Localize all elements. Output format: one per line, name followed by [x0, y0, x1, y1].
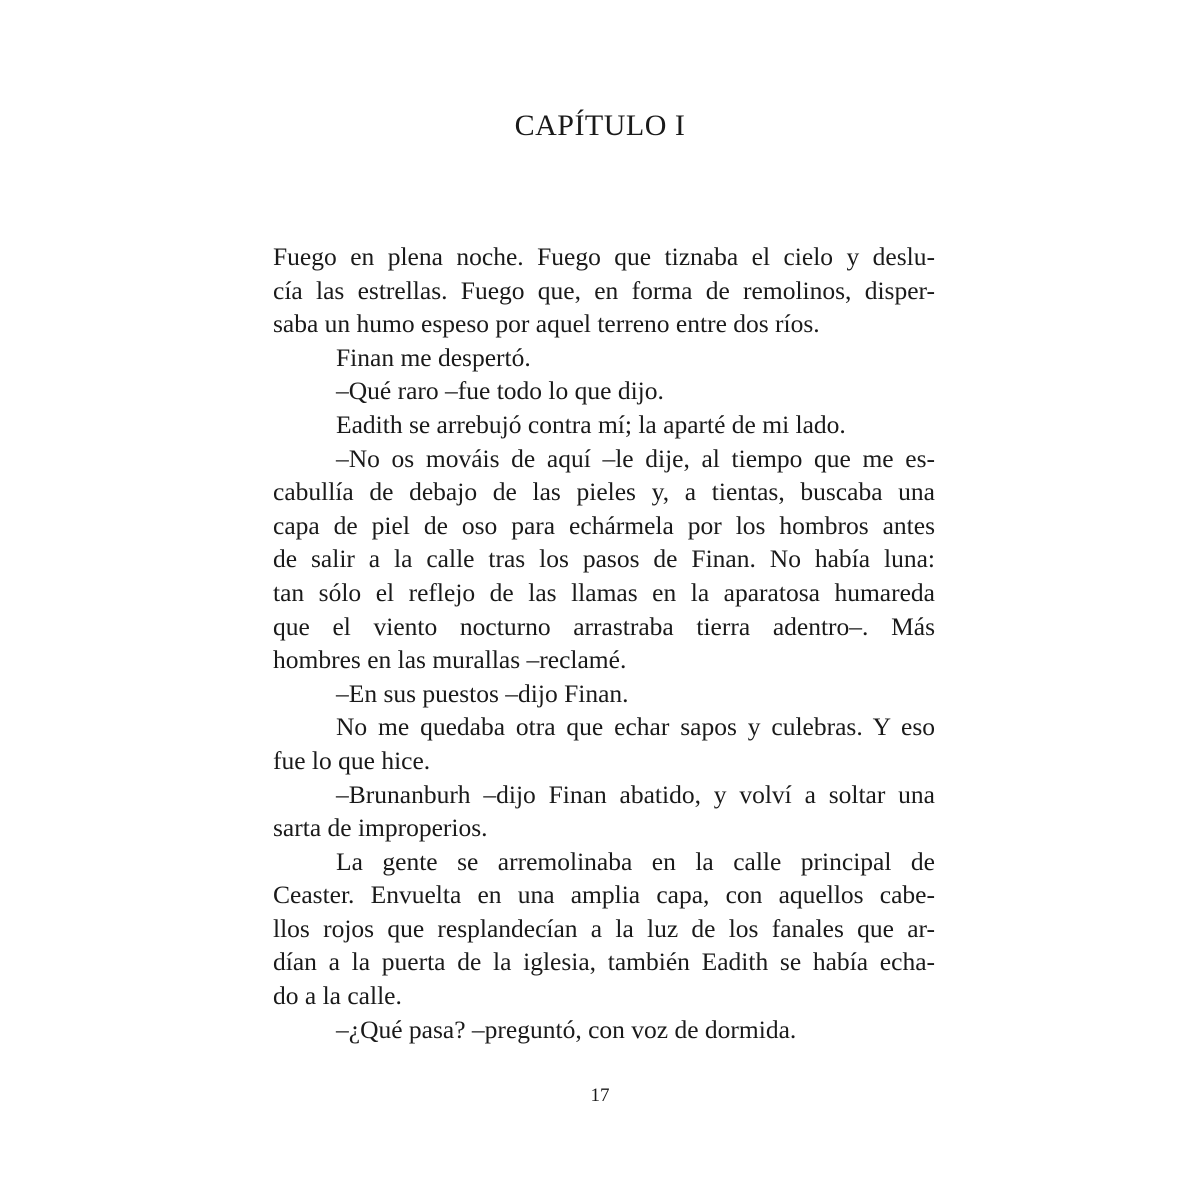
- text-line: Ceaster. Envuelta en una amplia capa, con aquellos cabe-: [273, 880, 935, 910]
- text-line: capa de piel de oso para echármela por los hombros antes: [273, 510, 935, 540]
- text-line: hombres en las murallas –reclamé.: [273, 645, 627, 675]
- page-number: 17: [590, 1085, 610, 1106]
- text-line: saba un humo espeso por aquel terreno entre dos ríos.: [273, 309, 820, 339]
- text-line: dían a la puerta de la iglesia, también Eadith se había echa-: [273, 947, 935, 977]
- text-line: –¿Qué pasa? –preguntó, con voz de dormida.: [336, 1014, 797, 1044]
- text-line: Finan me despertó.: [336, 342, 531, 372]
- text-line: –Brunanburh –dijo Finan abatido, y volví a soltar una: [336, 779, 935, 809]
- text-line: Eadith se arrebujó contra mí; la aparté de mi lado.: [336, 409, 846, 439]
- body-text: [273, 240, 935, 1046]
- text-line: –En sus puestos –dijo Finan.: [336, 678, 629, 708]
- text-line: cía las estrellas. Fuego que, en forma de remolinos, disper-: [273, 275, 935, 305]
- text-line: Fuego en plena noche. Fuego que tiznaba el cielo y deslu-: [273, 242, 935, 271]
- chapter-title: CAPÍTULO I: [514, 109, 686, 142]
- text-line: No me quedaba otra que echar sapos y culebras. Y eso: [336, 712, 935, 742]
- text-line: do a la calle.: [273, 981, 402, 1011]
- text-line: sarta de improperios.: [273, 813, 488, 843]
- text-line: tan sólo el reflejo de las llamas en la aparatosa humareda: [273, 577, 935, 607]
- text-line: –Qué raro –fue todo lo que dijo.: [336, 376, 664, 406]
- text-line: La gente se arremolinaba en la calle principal de: [336, 846, 935, 876]
- text-line: –No os mováis de aquí –le dije, al tiempo que me es-: [336, 443, 935, 473]
- text-line: cabullía de debajo de las pieles y, a tientas, buscaba una: [273, 477, 935, 507]
- text-line: fue lo que hice.: [273, 745, 431, 775]
- text-line: de salir a la calle tras los pasos de Finan. No había luna:: [273, 544, 935, 574]
- text-line: que el viento nocturno arrastraba tierra adentro–. Más: [273, 611, 935, 641]
- text-line: llos rojos que resplandecían a la luz de los fanales que ar-: [273, 913, 935, 943]
